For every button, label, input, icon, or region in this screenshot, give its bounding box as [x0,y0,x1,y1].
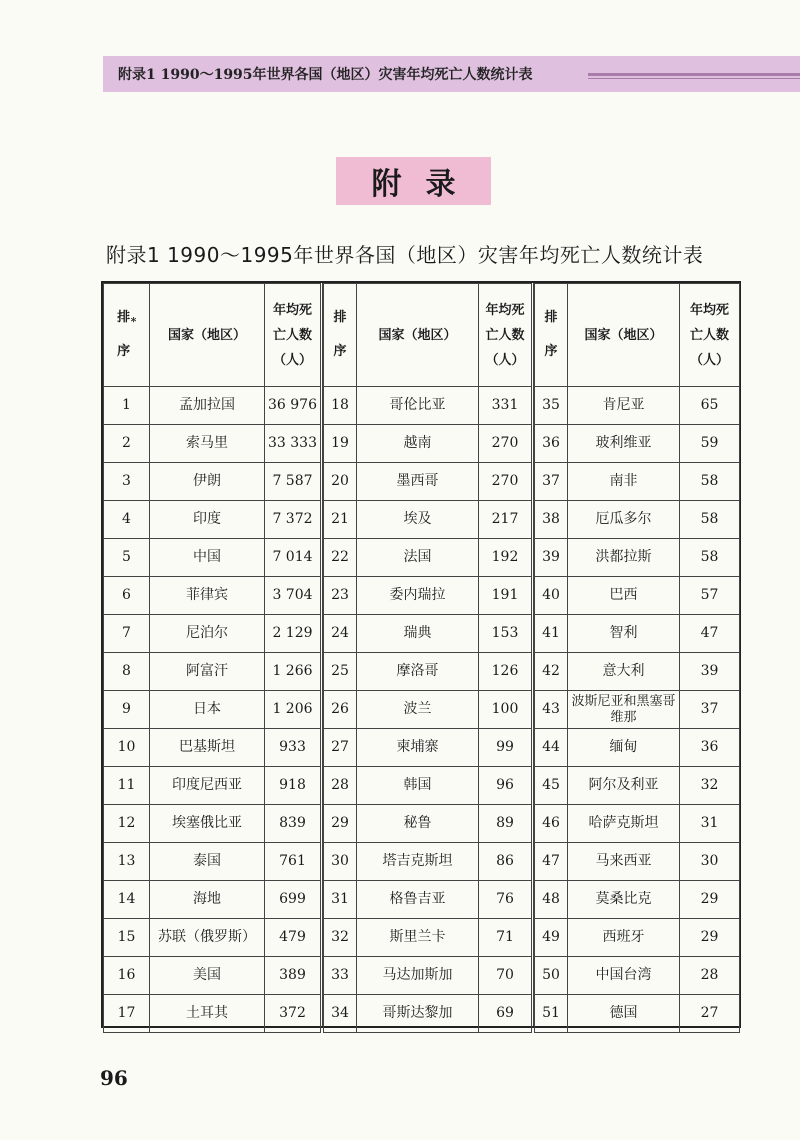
table-row [324,691,532,729]
rank-cell: 23 [324,577,357,615]
rank-cell: 50 [535,957,568,995]
table-row [104,957,321,995]
table-row [535,919,740,957]
table-row [535,539,740,577]
rank-cell: 29 [324,805,357,843]
deaths-cell: 2 129 [265,615,321,653]
rank-cell: 8 [104,653,150,691]
deaths-cell: 30 [680,843,740,881]
header-row [324,284,532,387]
table-row [535,577,740,615]
rank-cell: 24 [324,615,357,653]
country-cell: 哈萨克斯坦 [568,805,680,843]
rank-header-label: 排序 [117,310,131,359]
country-cell: 波兰 [357,691,479,729]
rank-cell: 26 [324,691,357,729]
table-row [535,957,740,995]
rank-cell: 13 [104,843,150,881]
country-cell: 柬埔寨 [357,729,479,767]
country-cell: 塔吉克斯坦 [357,843,479,881]
table-row [535,805,740,843]
table-row [104,387,321,425]
deaths-cell: 86 [479,843,532,881]
rank-cell: 25 [324,653,357,691]
country-cell: 哥伦比亚 [357,387,479,425]
deaths-cell: 192 [479,539,532,577]
table-row [104,843,321,881]
deaths-cell: 191 [479,577,532,615]
table-row [104,425,321,463]
deaths-cell: 153 [479,615,532,653]
table-row [324,387,532,425]
rank-cell: 11 [104,767,150,805]
deaths-cell: 33 333 [265,425,321,463]
deaths-cell: 65 [680,387,740,425]
rank-cell: 51 [535,995,568,1033]
country-cell: 印度尼西亚 [150,767,265,805]
appendix-heading: 附录 [336,157,491,205]
rank-cell: 14 [104,881,150,919]
table-row [535,843,740,881]
table-row [104,615,321,653]
country-cell: 日本 [150,691,265,729]
rank-cell: 30 [324,843,357,881]
table-row [104,767,321,805]
table-row [324,425,532,463]
deaths-cell: 217 [479,501,532,539]
country-cell: 智利 [568,615,680,653]
country-cell: 莫桑比克 [568,881,680,919]
rank-cell: 7 [104,615,150,653]
deaths-cell: 32 [680,767,740,805]
rank-footnote-mark: * [130,315,137,328]
deaths-header [479,284,532,387]
table-row [104,729,321,767]
rank-cell: 6 [104,577,150,615]
header-row [104,284,321,387]
deaths-cell: 331 [479,387,532,425]
deaths-cell: 57 [680,577,740,615]
deaths-header [680,284,740,387]
country-cell: 马达加斯加 [357,957,479,995]
table-row [324,729,532,767]
country-cell: 孟加拉国 [150,387,265,425]
country-cell: 法国 [357,539,479,577]
deaths-cell: 100 [479,691,532,729]
country-header: 国家（地区） [150,284,265,387]
rank-cell: 34 [324,995,357,1033]
country-cell: 中国 [150,539,265,577]
deaths-cell: 699 [265,881,321,919]
table-row [535,995,740,1033]
deaths-cell: 3 704 [265,577,321,615]
header-rule [588,73,800,76]
country-cell: 索马里 [150,425,265,463]
rank-cell: 39 [535,539,568,577]
rank-cell: 5 [104,539,150,577]
rank-cell: 43 [535,691,568,729]
rank-cell: 28 [324,767,357,805]
rank-cell: 42 [535,653,568,691]
country-cell: 印度 [150,501,265,539]
rank-cell: 38 [535,501,568,539]
rank-cell: 2 [104,425,150,463]
rank-header [104,284,150,387]
table-row [324,995,532,1033]
country-cell: 委内瑞拉 [357,577,479,615]
country-cell: 阿富汗 [150,653,265,691]
table-group-1 [103,283,321,1033]
rank-cell: 19 [324,425,357,463]
rank-cell: 15 [104,919,150,957]
running-header-title: 附录1 1990～1995年世界各国（地区）灾害年均死亡人数统计表 [118,67,533,83]
table-title: 附录1 1990～1995年世界各国（地区）灾害年均死亡人数统计表 [106,243,704,267]
deaths-cell: 839 [265,805,321,843]
deaths-cell: 36 [680,729,740,767]
country-cell: 南非 [568,463,680,501]
country-cell: 格鲁吉亚 [357,881,479,919]
page-number: 96 [100,1066,128,1090]
deaths-cell: 70 [479,957,532,995]
rank-cell: 48 [535,881,568,919]
table-row [324,767,532,805]
deaths-cell: 372 [265,995,321,1033]
deaths-cell: 69 [479,995,532,1033]
deaths-cell: 7 014 [265,539,321,577]
rank-cell: 22 [324,539,357,577]
country-cell: 墨西哥 [357,463,479,501]
deaths-cell: 29 [680,881,740,919]
deaths-cell: 270 [479,463,532,501]
deaths-cell: 76 [479,881,532,919]
rank-cell: 40 [535,577,568,615]
deaths-cell: 58 [680,501,740,539]
country-cell: 菲律宾 [150,577,265,615]
country-cell: 巴基斯坦 [150,729,265,767]
country-cell: 阿尔及利亚 [568,767,680,805]
deaths-cell: 28 [680,957,740,995]
deaths-cell: 47 [680,615,740,653]
table-row [324,539,532,577]
table-row [104,653,321,691]
country-cell: 秘鲁 [357,805,479,843]
table-row [535,729,740,767]
deaths-cell: 7 587 [265,463,321,501]
deaths-cell: 1 266 [265,653,321,691]
rank-cell: 32 [324,919,357,957]
table-row [535,767,740,805]
table-row [535,615,740,653]
country-cell: 肯尼亚 [568,387,680,425]
table-row [535,691,740,729]
rank-cell: 9 [104,691,150,729]
rank-cell: 47 [535,843,568,881]
rank-cell: 16 [104,957,150,995]
country-cell: 意大利 [568,653,680,691]
rank-header-label: 排序 [333,310,347,359]
table-group-3 [534,283,740,1033]
table-row [535,425,740,463]
country-cell: 瑞典 [357,615,479,653]
table-row [104,995,321,1033]
deaths-cell: 29 [680,919,740,957]
deaths-cell: 389 [265,957,321,995]
deaths-cell: 58 [680,539,740,577]
rank-cell: 18 [324,387,357,425]
country-cell: 西班牙 [568,919,680,957]
deaths-header-label: 年均死亡人数（人） [272,302,312,368]
deaths-header [265,284,321,387]
deaths-header-label: 年均死亡人数（人） [485,302,525,368]
rank-cell: 36 [535,425,568,463]
rank-cell: 27 [324,729,357,767]
table-row [104,577,321,615]
table-row [104,881,321,919]
deaths-cell: 761 [265,843,321,881]
deaths-cell: 71 [479,919,532,957]
country-cell: 巴西 [568,577,680,615]
table-row [535,881,740,919]
country-cell: 波斯尼亚和黑塞哥维那 [568,691,680,729]
rank-cell: 45 [535,767,568,805]
deaths-cell: 39 [680,653,740,691]
deaths-cell: 58 [680,463,740,501]
rank-cell: 46 [535,805,568,843]
deaths-cell: 933 [265,729,321,767]
deaths-cell: 1 206 [265,691,321,729]
deaths-cell: 59 [680,425,740,463]
country-cell: 玻利维亚 [568,425,680,463]
deaths-cell: 479 [265,919,321,957]
deaths-cell: 126 [479,653,532,691]
country-cell: 美国 [150,957,265,995]
table-row [104,501,321,539]
country-cell: 埃及 [357,501,479,539]
country-cell: 缅甸 [568,729,680,767]
deaths-cell: 270 [479,425,532,463]
table-row [324,653,532,691]
country-cell: 洪都拉斯 [568,539,680,577]
country-cell: 韩国 [357,767,479,805]
rank-header-label: 排序 [544,310,558,359]
country-cell: 厄瓜多尔 [568,501,680,539]
table-row [535,501,740,539]
rank-cell: 44 [535,729,568,767]
table-row [324,577,532,615]
table-row [535,463,740,501]
table-row [104,539,321,577]
deaths-cell: 918 [265,767,321,805]
country-header: 国家（地区） [357,284,479,387]
rank-cell: 10 [104,729,150,767]
rank-cell: 21 [324,501,357,539]
table-row [535,387,740,425]
deaths-cell: 7 372 [265,501,321,539]
header-rule-thin [588,78,800,79]
country-cell: 伊朗 [150,463,265,501]
rank-header [324,284,357,387]
table-row [535,653,740,691]
country-cell: 土耳其 [150,995,265,1033]
table-row [324,843,532,881]
rank-cell: 49 [535,919,568,957]
deaths-cell: 37 [680,691,740,729]
deaths-cell: 89 [479,805,532,843]
table-row [324,615,532,653]
rank-cell: 12 [104,805,150,843]
rank-cell: 20 [324,463,357,501]
table-row [324,919,532,957]
table-row [324,805,532,843]
rank-cell: 41 [535,615,568,653]
country-cell: 海地 [150,881,265,919]
deaths-cell: 96 [479,767,532,805]
rank-cell: 3 [104,463,150,501]
table-row [104,919,321,957]
rank-cell: 37 [535,463,568,501]
table-row [324,501,532,539]
country-cell: 埃塞俄比亚 [150,805,265,843]
country-cell: 哥斯达黎加 [357,995,479,1033]
header-row [535,284,740,387]
deaths-cell: 36 976 [265,387,321,425]
country-cell: 越南 [357,425,479,463]
statistics-table [101,281,741,1028]
table-row [104,691,321,729]
deaths-header-label: 年均死亡人数（人） [689,302,729,368]
country-cell: 泰国 [150,843,265,881]
country-cell: 苏联（俄罗斯） [150,919,265,957]
country-cell: 马来西亚 [568,843,680,881]
country-cell: 摩洛哥 [357,653,479,691]
table-row [324,957,532,995]
table-row [104,463,321,501]
rank-cell: 33 [324,957,357,995]
rank-cell: 17 [104,995,150,1033]
rank-header [535,284,568,387]
rank-cell: 35 [535,387,568,425]
country-cell: 尼泊尔 [150,615,265,653]
deaths-cell: 27 [680,995,740,1033]
table-row [104,805,321,843]
table-row [324,463,532,501]
table-group-2 [323,283,532,1033]
country-cell: 中国台湾 [568,957,680,995]
table-row [324,881,532,919]
rank-cell: 1 [104,387,150,425]
rank-cell: 4 [104,501,150,539]
country-cell: 斯里兰卡 [357,919,479,957]
deaths-cell: 31 [680,805,740,843]
rank-cell: 31 [324,881,357,919]
country-header: 国家（地区） [568,284,680,387]
country-cell: 德国 [568,995,680,1033]
deaths-cell: 99 [479,729,532,767]
